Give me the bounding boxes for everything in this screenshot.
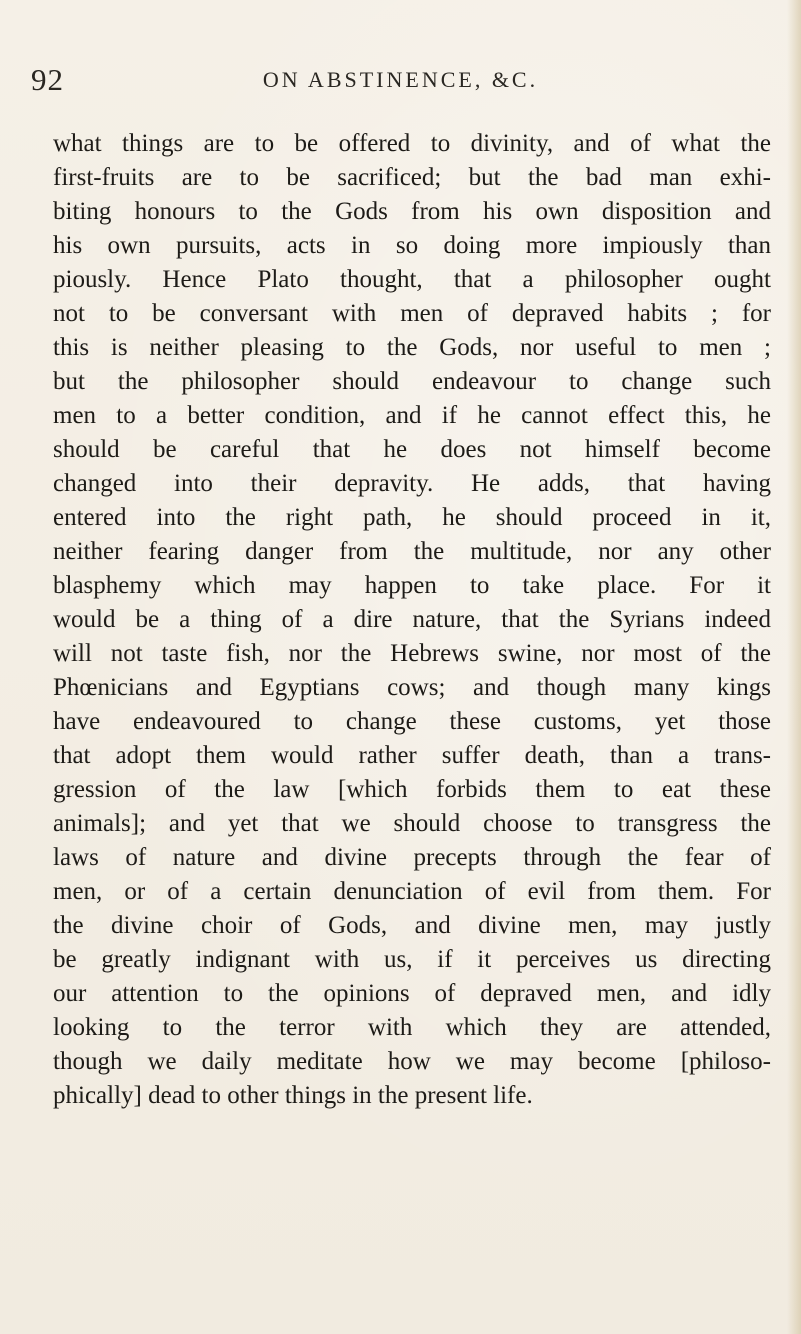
text-line: what things are to be offered to divinity, and of what the (53, 130, 771, 157)
text-line: laws of nature and divine precepts through the fear of (53, 844, 771, 871)
text-line: though we daily meditate how we may become [philoso- (53, 1048, 771, 1075)
page-edge-shadow (787, 0, 801, 1334)
text-line: Phœnicians and Egyptians cows; and though many kings (53, 674, 771, 701)
text-line: phically] dead to other things in the present life. (53, 1082, 533, 1109)
text-line: his own pursuits, acts in so doing more impiously than (53, 232, 771, 259)
body-text (53, 127, 771, 1113)
text-line: looking to the terror with which they are attended, (53, 1014, 771, 1041)
text-line: this is neither pleasing to the Gods, nor useful to men ; (53, 334, 771, 361)
text-line: changed into their depravity. He adds, that having (53, 470, 771, 497)
text-line: that adopt them would rather suffer death, than a trans- (53, 742, 771, 769)
text-line: not to be conversant with men of depraved habits ; for (53, 300, 771, 327)
text-line: piously. Hence Plato thought, that a philosopher ought (53, 266, 771, 293)
running-head: ON ABSTINENCE, &C. (262, 67, 539, 92)
text-line: men to a better condition, and if he cannot effect this, he (53, 402, 771, 429)
text-line: gression of the law [which forbids them to eat these (53, 776, 771, 803)
text-line: have endeavoured to change these customs, yet those (53, 708, 771, 735)
text-line: entered into the right path, he should proceed in it, (53, 504, 771, 531)
text-line: but the philosopher should endeavour to change such (53, 368, 771, 395)
text-line: should be careful that he does not himself become (53, 436, 771, 463)
text-line: biting honours to the Gods from his own disposition and (53, 198, 771, 225)
text-line: first-fruits are to be sacrificed; but the bad man exhi- (53, 164, 771, 191)
text-line: our attention to the opinions of depraved men, and idly (53, 980, 771, 1007)
text-line: neither fearing danger from the multitude, nor any other (53, 538, 771, 565)
text-line: be greatly indignant with us, if it perceives us directing (53, 946, 771, 973)
text-line: will not taste fish, nor the Hebrews swine, nor most of the (53, 640, 771, 667)
text-line: blasphemy which may happen to take place. For it (53, 572, 771, 599)
text-line: would be a thing of a dire nature, that the Syrians indeed (53, 606, 771, 633)
text-line: animals]; and yet that we should choose to transgress the (53, 810, 771, 837)
text-line: the divine choir of Gods, and divine men, may justly (53, 912, 771, 939)
text-line: men, or of a certain denunciation of evil from them. For (53, 878, 771, 905)
page-number: 92 (31, 62, 64, 97)
